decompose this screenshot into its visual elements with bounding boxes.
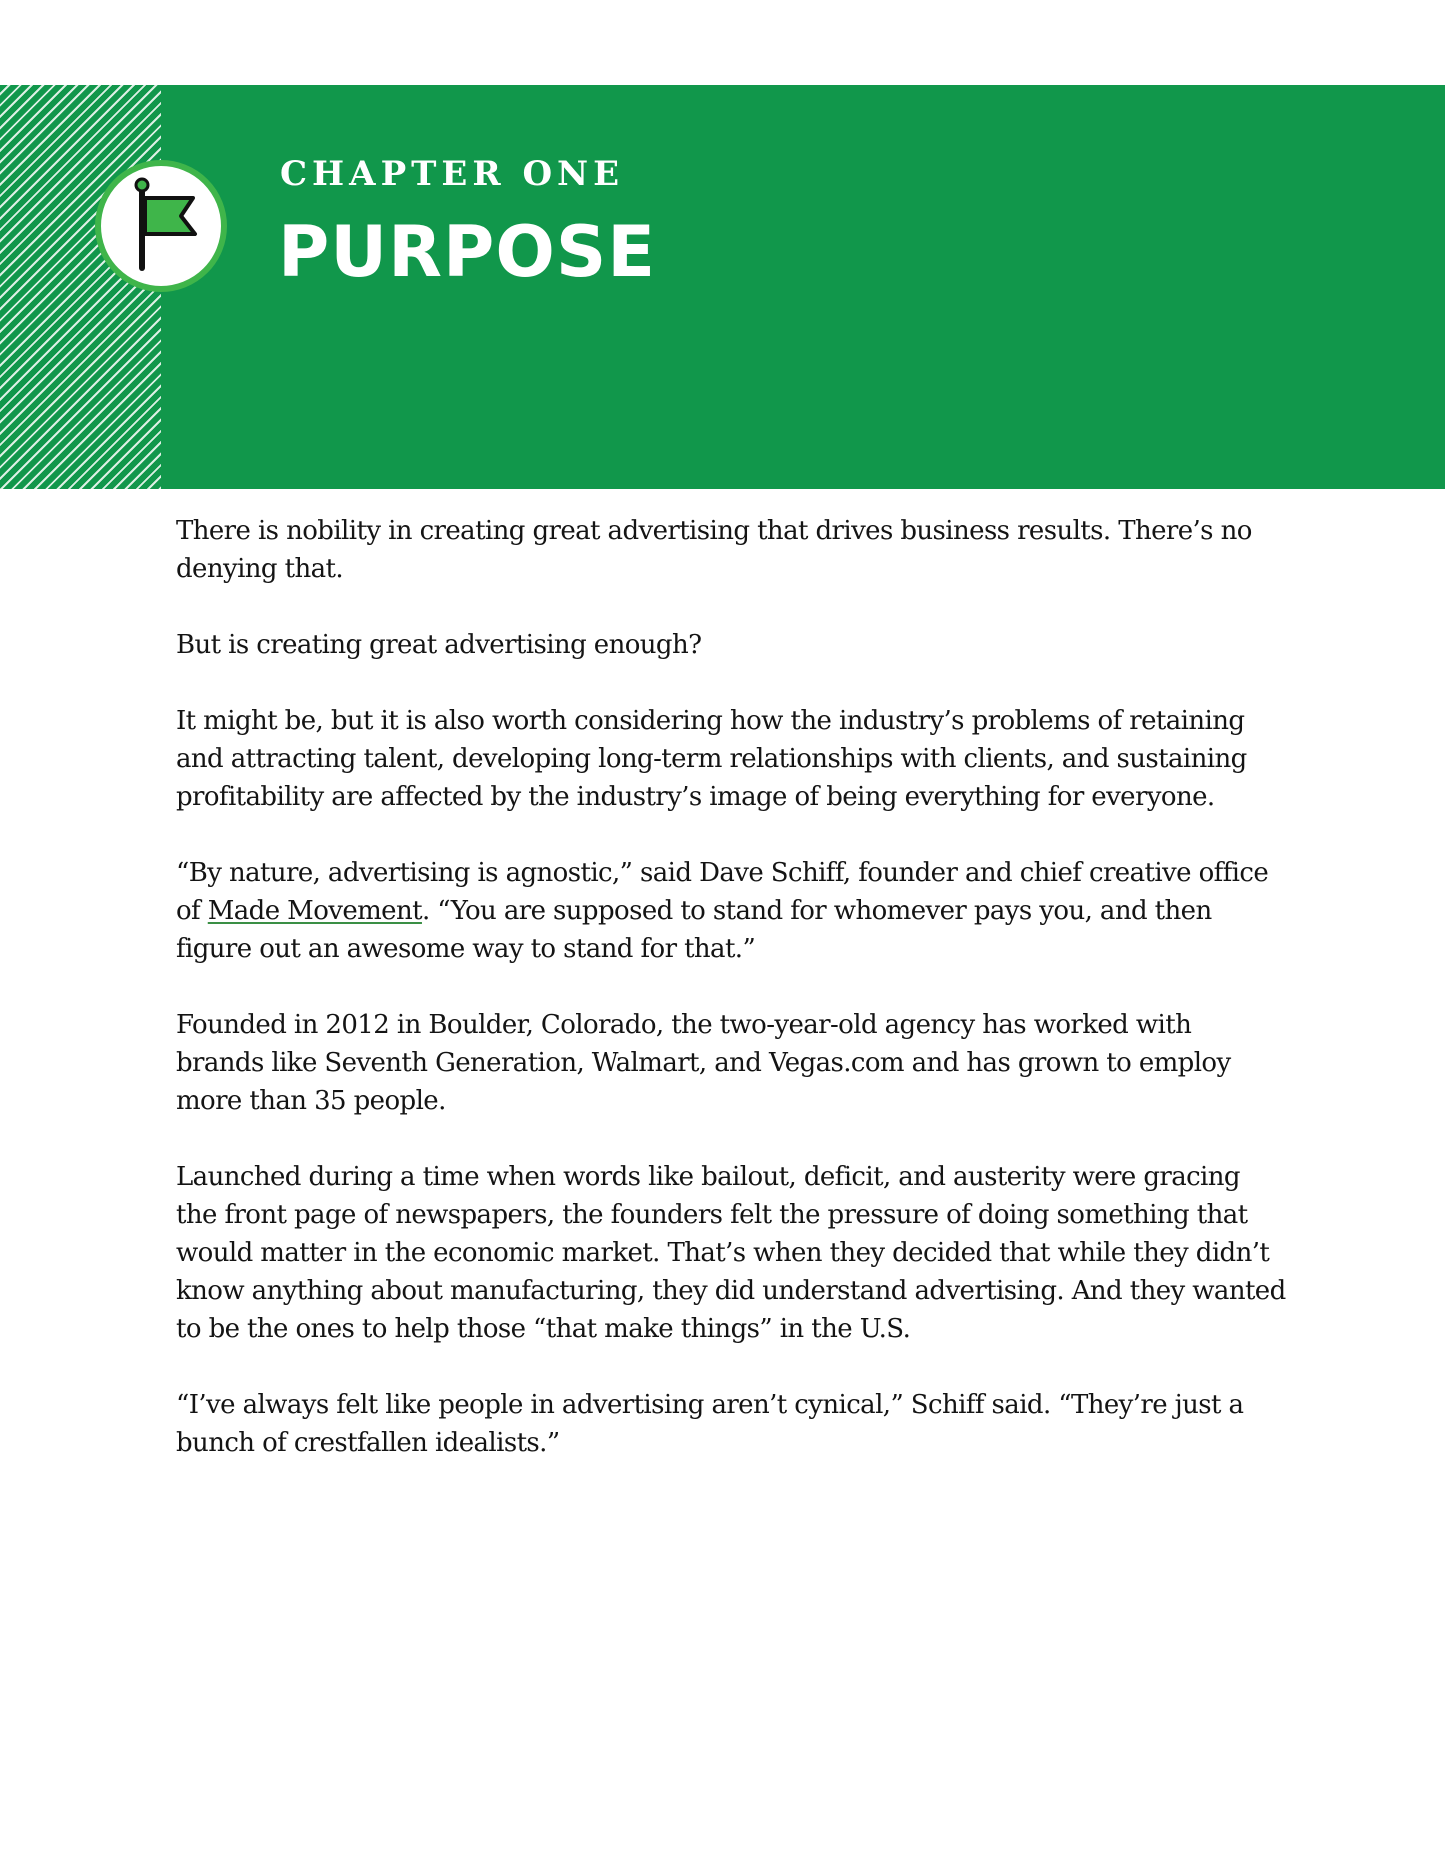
chapter-title: PURPOSE (278, 211, 657, 293)
paragraph: It might be, but it is also worth considering how the industry’s problems of retaining and attracting talent, developing long-term relationships with clients, and sustaining profitability are affected by the industry’s image of being everything for everyone. (176, 706, 1247, 812)
paragraph: “I’ve always felt like people in advertising aren’t cynical,” Schiff said. “They’re just a bunch of crestfallen idealists.” (176, 1390, 1244, 1458)
chapter-label: CHAPTER ONE (280, 154, 625, 194)
paragraph-text: “By nature, advertising is agnostic,” said Dave Schiff, founder and chief creative office of (176, 858, 1269, 926)
chapter-header (0, 85, 1445, 489)
article-body (176, 512, 1286, 1500)
flag-icon (101, 166, 221, 286)
paragraph: Founded in 2012 in Boulder, Colorado, the two-year-old agency has worked with brands like Seventh Generation, Walmart, and Vegas.com and has grown to employ more than 35 people. (176, 1010, 1231, 1116)
paragraph: There is nobility in creating great advertising that drives business results. There’s no denying that. (176, 516, 1252, 584)
paragraph-with-link (176, 854, 1286, 968)
made-movement-link[interactable]: Made Movement (207, 896, 422, 926)
paragraph: Launched during a time when words like bailout, deficit, and austerity were gracing the front page of newspapers, the founders felt the pressure of doing something that would matter in the economic market. That’s when they decided that while they didn’t know anything about manufacturing, they did understand advertising. And they wanted to be the ones to help those “that make things” in the U.S. (176, 1162, 1286, 1344)
paragraph-text: . “You are supposed to stand for whomever pays you, and then figure out an awesome way to stand for that.” (176, 896, 1212, 964)
paragraph: But is creating great advertising enough? (176, 630, 702, 660)
flag-badge (95, 160, 227, 292)
